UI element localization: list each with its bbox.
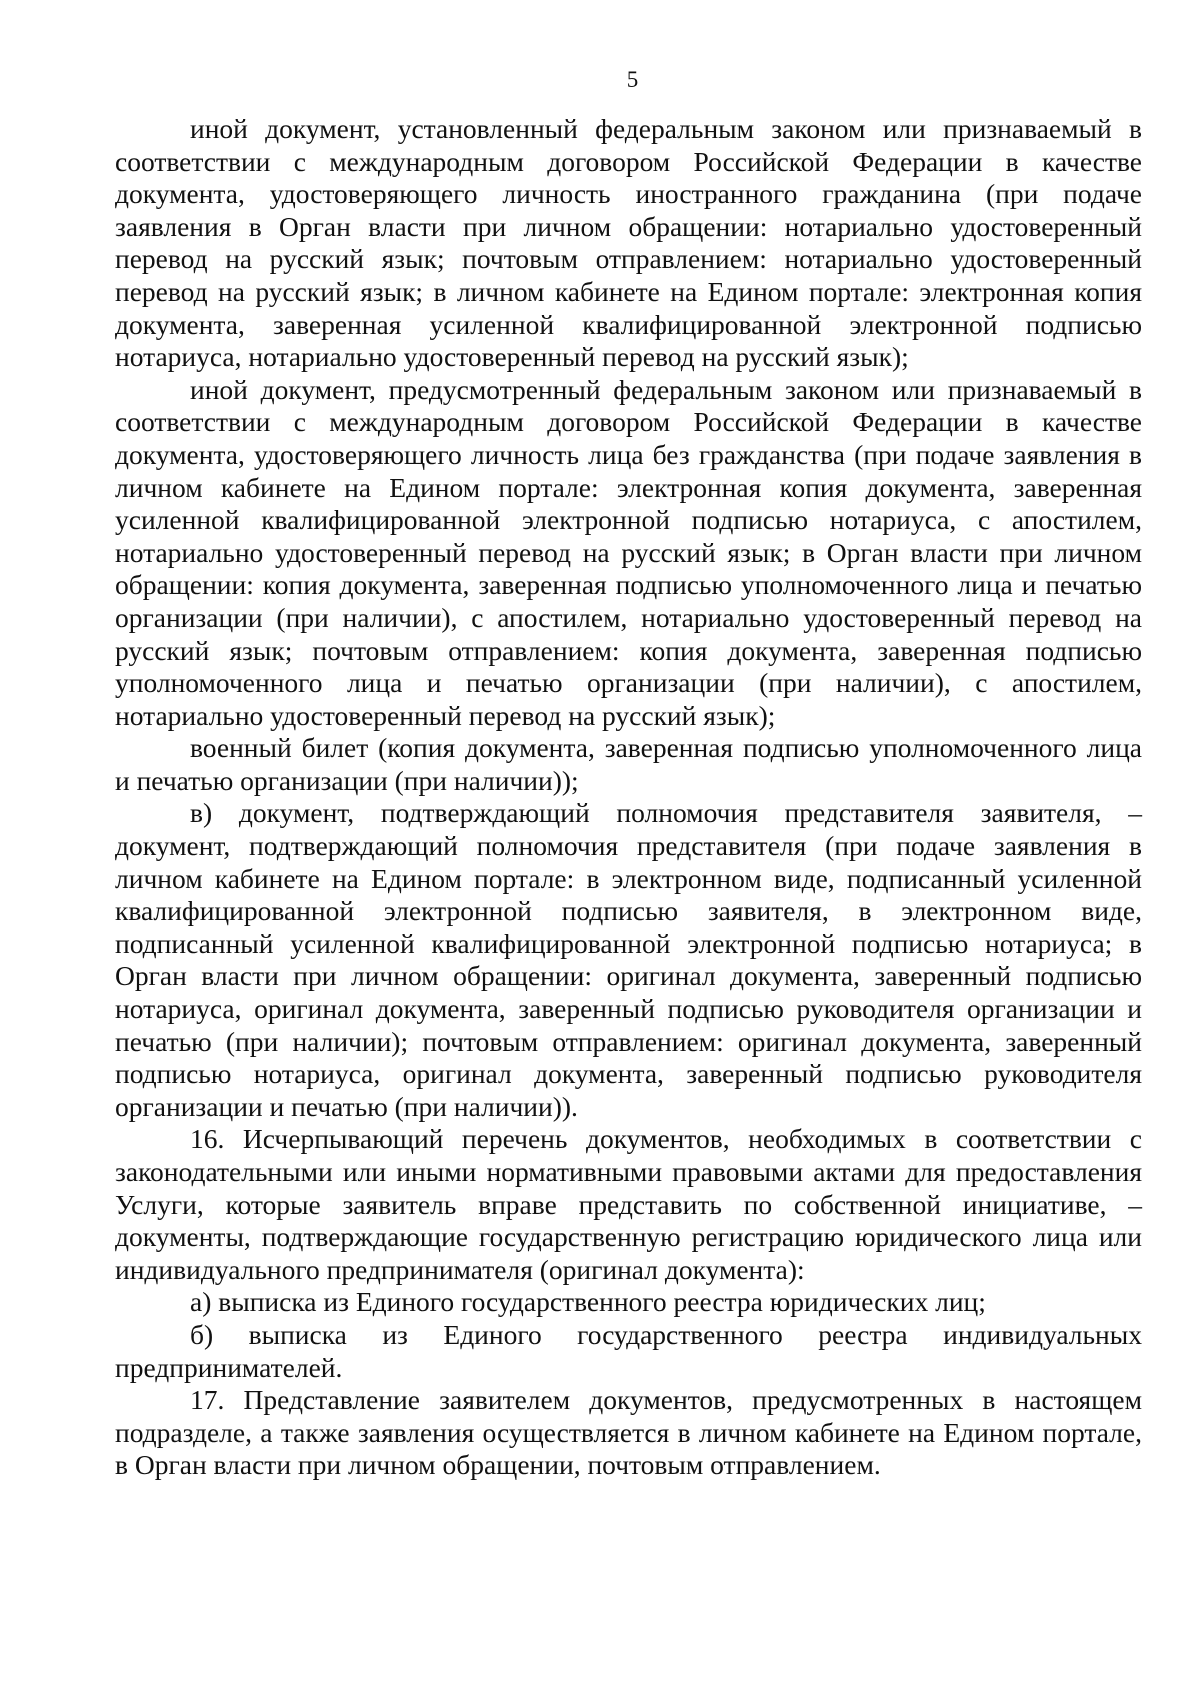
paragraph-representative-authority: в) документ, подтверждающий полномочия представителя заявителя, – документ, подтверждающий полномочия представителя (при подаче заявления в личном кабинете на Едином портале: в электронном виде, подписанный усиленной квалифицированной электронной подписью заявителя, в электронном виде, подписанный усиленной квалифицированной электронной подписью нотариуса; в Орган власти при личном обращении: оригинал документа, заверенный подписью нотариуса, оригинал документа, заверенный подписью руководителя организации и печатью (при наличии); почтовым отправлением: оригинал документа, заверенный подписью нотариуса, оригинал документа, заверенный подписью руководителя организации и печатью (при наличии)).: [115, 797, 1142, 1122]
paragraph-stateless-person-document: иной документ, предусмотренный федеральным законом или признаваемый в соответствии с международным договором Российской Федерации в качестве документа, удостоверяющего личность лица без гражданства (при подаче заявления в личном кабинете на Едином портале: электронная копия документа, заверенная усиленной квалифицированной электронной подписью нотариуса, с апостилем, нотариально удостоверенный перевод на русский язык; в Орган власти при личном обращении: копия документа, заверенная подписью уполномоченного лица и печатью организации (при наличии), с апостилем, нотариально удостоверенный перевод на русский язык; почтовым отправлением: копия документа, заверенная подписью уполномоченного лица и печатью организации (при наличии), с апостилем, нотариально удостоверенный перевод на русский язык);: [115, 373, 1142, 731]
paragraph-item-16-b: б) выписка из Единого государственного реестра индивидуальных предпринимателей.: [115, 1318, 1142, 1383]
paragraph-item-16: 16. Исчерпывающий перечень документов, необходимых в соответствии с законодательными или иными нормативными правовыми актами для предоставления Услуги, которые заявитель вправе представить по собственной инициативе, – документы, подтверждающие государственную регистрацию юридического лица или индивидуального предпринимателя (оригинал документа):: [115, 1123, 1142, 1285]
document-body: [115, 113, 1142, 1482]
paragraph-foreign-citizen-document: иной документ, установленный федеральным законом или признаваемый в соответствии с международным договором Российской Федерации в качестве документа, удостоверяющего личность иностранного гражданина (при подаче заявления в Орган власти при личном обращении: нотариально удостоверенный перевод на русский язык; почтовым отправлением: нотариально удостоверенный перевод на русский язык; в личном кабинете на Едином портале: электронная копия документа, заверенная усиленной квалифицированной электронной подписью нотариуса, нотариально удостоверенный перевод на русский язык);: [115, 113, 1142, 373]
paragraph-military-id: военный билет (копия документа, заверенная подписью уполномоченного лица и печатью организации (при наличии));: [115, 732, 1142, 796]
paragraph-item-17: 17. Представление заявителем документов, предусмотренных в настоящем подразделе, а также заявления осуществляется в личном кабинете на Едином портале, в Орган власти при личном обращении, почтовым отправлением.: [115, 1384, 1142, 1481]
paragraph-item-16-a: а) выписка из Единого государственного реестра юридических лиц;: [190, 1286, 986, 1318]
page-number: 5: [626, 67, 639, 92]
